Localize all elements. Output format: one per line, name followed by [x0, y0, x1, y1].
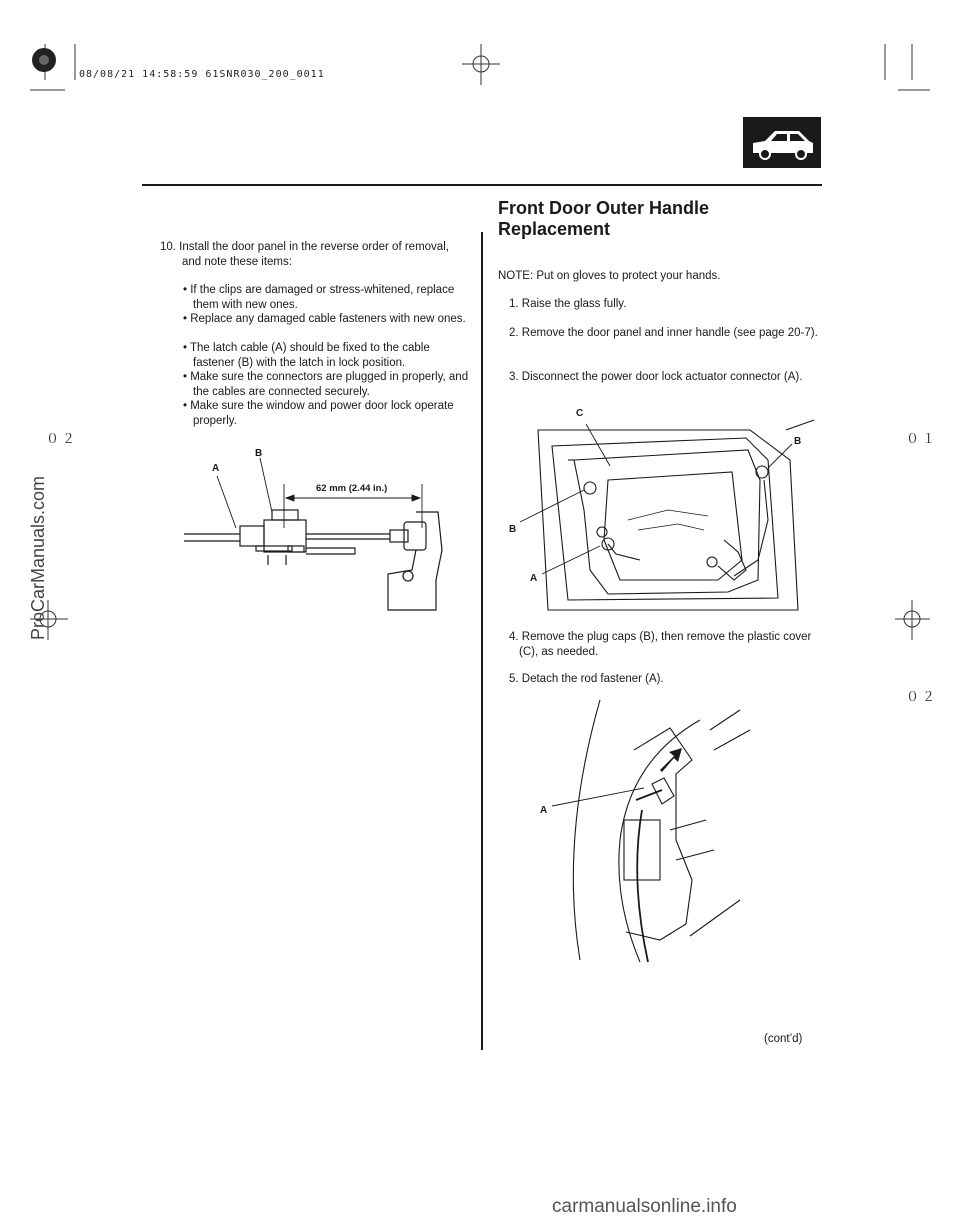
bullet-3: • The latch cable (A) should be fixed to the cable fastener (B) with the latch in lock position.: [183, 342, 430, 369]
title-line-2: Replacement: [498, 219, 611, 239]
title-line-1: Front Door Outer Handle: [498, 198, 709, 218]
car-side-icon: [743, 117, 821, 168]
fig1-dimension: 62 mm (2.44 in.): [316, 483, 388, 494]
header-rule: [142, 184, 822, 186]
side-mark-left: ０２: [46, 432, 79, 447]
fig1-label-a: A: [212, 463, 220, 474]
fig3-label-a: A: [540, 805, 548, 816]
continued-label: (cont’d): [764, 1033, 803, 1045]
step-3: 3. Disconnect the power door lock actuator connector (A).: [509, 371, 803, 383]
step-1: 1. Raise the glass fully.: [509, 298, 627, 310]
fig2-label-a: A: [530, 573, 538, 584]
step-4: 4. Remove the plug caps (B), then remove the plastic cover (C), as needed.: [509, 631, 812, 658]
bullet-5: • Make sure the window and power door lock operate properly.: [183, 400, 454, 427]
note: NOTE: Put on gloves to protect your hands.: [498, 270, 721, 282]
step-10: 10. Install the door panel in the reverse order of removal, and note these items:: [160, 241, 449, 268]
fig1-label-b: B: [255, 448, 263, 459]
latch-cable-figure: [180, 440, 460, 620]
watermark-bottom: carmanualsonline.info: [552, 1196, 737, 1217]
door-inner-panel-figure: [528, 420, 818, 620]
step-2: 2. Remove the door panel and inner handle (see page 20-7).: [509, 327, 818, 339]
fig2-label-c: C: [576, 408, 584, 419]
fig2-label-b-left: B: [509, 524, 517, 535]
fig2-label-b-right: B: [794, 436, 802, 447]
side-mark-right-2: ０２: [906, 690, 939, 705]
bullet-4: • Make sure the connectors are plugged in properly, and the cables are connected securely.: [183, 371, 469, 398]
print-timestamp: 08/08/21 14:58:59 61SNR030_200_0011: [79, 69, 325, 80]
bullet-2: • Replace any damaged cable fasteners with new ones.: [183, 313, 466, 325]
bullet-1: • If the clips are damaged or stress-whitened, replace them with new ones.: [183, 284, 455, 311]
section-icon-box: [743, 117, 821, 168]
watermark-left: ProCarManuals.com: [28, 475, 48, 640]
column-divider: [481, 232, 483, 1050]
rod-fastener-figure: [540, 700, 770, 990]
page-title: [498, 198, 818, 240]
side-mark-right-1: ０１: [906, 432, 939, 447]
step-5: 5. Detach the rod fastener (A).: [509, 673, 664, 685]
